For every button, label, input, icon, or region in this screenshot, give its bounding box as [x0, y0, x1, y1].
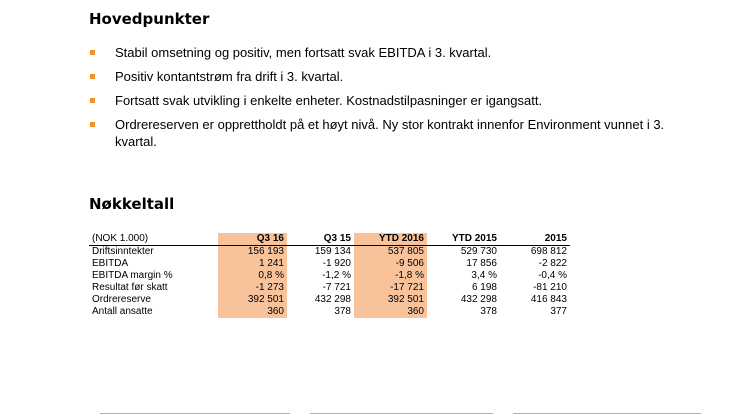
- table-cell: -1,8 %: [354, 270, 427, 282]
- row-label: Ordrereserve: [92, 294, 151, 305]
- table-cell: -0,4 %: [538, 270, 567, 281]
- footer-divider: [100, 413, 290, 414]
- table-row: [89, 258, 570, 270]
- table-cell: -17 721: [354, 282, 427, 294]
- table-cell: 378: [480, 306, 497, 317]
- bullet-text: Ordrereserven er opprettholdt på et høyt nivå. Ny stor kontrakt innenfor Environment vunnet i 3. kvartal.: [115, 117, 665, 149]
- table-cell: 377: [550, 306, 567, 317]
- column-header: 2015: [500, 233, 570, 246]
- table-cell: 0,8 %: [218, 270, 287, 282]
- table-row: [89, 282, 570, 294]
- bullet-item: [89, 68, 699, 85]
- table-cell: 392 501: [218, 294, 287, 306]
- table-cell: 156 193: [218, 246, 287, 259]
- footer-divider: [513, 413, 701, 414]
- table-header-row: [89, 233, 570, 246]
- table-cell: 378: [334, 306, 351, 317]
- table-cell: 1 241: [218, 258, 287, 270]
- bullet-text: Positiv kontantstrøm fra drift i 3. kvartal.: [115, 69, 344, 84]
- unit-label: (NOK 1.000): [89, 233, 218, 246]
- square-bullet-icon: [90, 122, 95, 127]
- column-header: YTD 2016: [354, 233, 427, 246]
- table-cell: 392 501: [354, 294, 427, 306]
- table-cell: 6 198: [471, 282, 497, 293]
- table-cell: 17 856: [466, 258, 497, 269]
- table-row: [89, 294, 570, 306]
- key-figures-table: [89, 233, 570, 318]
- row-label: Driftsinntekter: [92, 246, 154, 257]
- table-cell: -7 721: [322, 282, 351, 293]
- bullet-item: [89, 116, 699, 150]
- hovedpunkter-heading: Hovedpunkter: [89, 10, 210, 28]
- table-cell: -1 273: [218, 282, 287, 294]
- row-label: EBITDA: [92, 258, 129, 269]
- row-label: Resultat før skatt: [92, 282, 168, 293]
- square-bullet-icon: [90, 98, 95, 103]
- column-header: Q3 16: [218, 233, 287, 246]
- table-cell: 698 812: [530, 246, 567, 257]
- table-cell: 360: [218, 306, 287, 318]
- column-header: Q3 15: [287, 233, 354, 246]
- bullet-item: [89, 92, 699, 109]
- footer-divider: [310, 413, 493, 414]
- bullet-item: [89, 44, 699, 61]
- square-bullet-icon: [90, 50, 95, 55]
- table-cell: -9 506: [354, 258, 427, 270]
- table-cell: -81 210: [533, 282, 567, 293]
- table-cell: 159 134: [314, 246, 351, 257]
- bullet-text: Fortsatt svak utvikling i enkelte enheter. Kostnadstilpasninger er igangsatt.: [115, 93, 543, 108]
- table-cell: 432 298: [460, 294, 497, 305]
- table-row: [89, 270, 570, 282]
- row-label: EBITDA margin %: [92, 270, 173, 281]
- column-header: YTD 2015: [427, 233, 500, 246]
- row-label: Antall ansatte: [92, 306, 153, 317]
- table-row: [89, 246, 570, 259]
- nokkeltall-heading: Nøkkeltall: [89, 195, 175, 213]
- table-cell: 537 805: [354, 246, 427, 259]
- table-cell: -1,2 %: [322, 270, 351, 281]
- bullet-text: Stabil omsetning og positiv, men fortsatt svak EBITDA i 3. kvartal.: [115, 45, 492, 60]
- table-cell: 3,4 %: [471, 270, 497, 281]
- table-cell: -1 920: [322, 258, 351, 269]
- square-bullet-icon: [90, 74, 95, 79]
- table-cell: -2 822: [538, 258, 567, 269]
- table-cell: 360: [354, 306, 427, 318]
- table-row: [89, 306, 570, 318]
- table-cell: 432 298: [314, 294, 351, 305]
- table-cell: 416 843: [530, 294, 567, 305]
- hovedpunkter-list: [89, 44, 699, 157]
- table-cell: 529 730: [460, 246, 497, 257]
